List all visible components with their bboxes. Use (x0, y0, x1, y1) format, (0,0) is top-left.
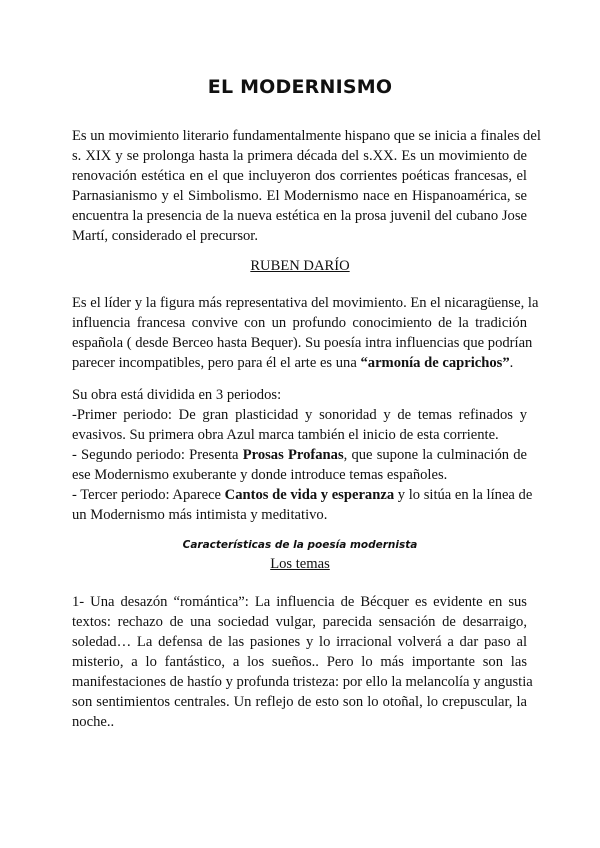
period-3-line (72, 485, 533, 505)
ruben-paragraph (72, 293, 539, 373)
tema-1-line: textos: rechazo de una sociedad vulgar, parecida sensación de desarraigo, (72, 614, 527, 630)
intro-line: s. XIX y se prolonga hasta la primera década del s.XX. Es un movimiento de (72, 148, 527, 164)
intro-line: Parnasianismo y el Simbolismo. El Modernismo nace en Hispanoamérica, se (72, 188, 527, 204)
period-1-line: -Primer periodo: De gran plasticidad y sonoridad y de temas refinados y (72, 407, 527, 423)
period-2-line (72, 445, 527, 465)
period-3-line: un Modernismo más intimista y meditativo. (72, 507, 328, 523)
period-2-line: ese Modernismo exuberante y donde introduce temas españoles. (72, 467, 448, 483)
tema-1-paragraph (72, 592, 533, 732)
armonia-de-caprichos-bold: “armonía de caprichos” (360, 355, 510, 371)
tema-1-line: soledad… La defensa de las pasiones y lo irracional volverá a dar paso al (72, 634, 527, 650)
ruben-line: Es el líder y la figura más representativa del movimiento. En el nicaragüense, la (72, 295, 539, 311)
intro-line: Martí, considerado el precursor. (72, 228, 259, 244)
ruben-line: influencia francesa convive con un profundo conocimiento de la tradición (72, 315, 527, 331)
prosas-profanas-bold: Prosas Profanas (242, 447, 344, 463)
tema-1-line: son sentimientos centrales. Un reflejo de esto son lo otoñal, lo crepuscular, la (72, 694, 527, 710)
period-1-line: evasivos. Su primera obra Azul marca también el inicio de esta corriente. (72, 427, 499, 443)
intro-line: renovación estética en el que incluyeron dos corrientes poéticas francesas, el (72, 168, 527, 184)
period-3-text: - Tercer periodo: Aparece (72, 487, 225, 503)
cantos-de-vida-bold: Cantos de vida y esperanza (224, 487, 395, 503)
period-3-text-end: y lo sitúa en la línea de (394, 487, 533, 503)
intro-line: Es un movimiento literario fundamentalmente hispano que se inicia a finales del (72, 128, 541, 144)
tema-1-line: noche.. (72, 714, 115, 730)
period-2-text-end: , que supone la culminación de (343, 447, 528, 463)
section-heading-ruben-dario: RUBEN DARÍO (250, 258, 350, 274)
document-title: EL MODERNISMO (207, 76, 393, 98)
ruben-text-end: . (509, 355, 514, 371)
intro-line: encuentra la presencia de la nueva estética en la prosa juvenil del cubano Jose (72, 208, 527, 224)
tema-1-line: misterio, a lo fantástico, a los sueños.. Pero lo más importante son las (72, 654, 527, 670)
los-temas-heading: Los temas (270, 556, 330, 572)
tema-1-line: manifestaciones de hastío y profunda tristeza: por ello la melancolía y angustia (72, 674, 533, 690)
characteristics-subheading: Características de la poesía modernista (182, 539, 418, 551)
tema-1-line: 1- Una desazón “romántica”: La influencia de Bécquer es evidente en sus (72, 594, 527, 610)
ruben-text: parecer incompatibles, pero para él el arte es una (72, 355, 361, 371)
intro-paragraph (72, 126, 541, 246)
periods-intro: Su obra está dividida en 3 periodos: (72, 387, 282, 403)
ruben-line (72, 353, 527, 373)
periods-paragraph (72, 385, 533, 525)
period-2-text: - Segundo periodo: Presenta (72, 447, 243, 463)
ruben-line: española ( desde Berceo hasta Bequer). Su poesía intra influencias que podrían (72, 335, 533, 351)
